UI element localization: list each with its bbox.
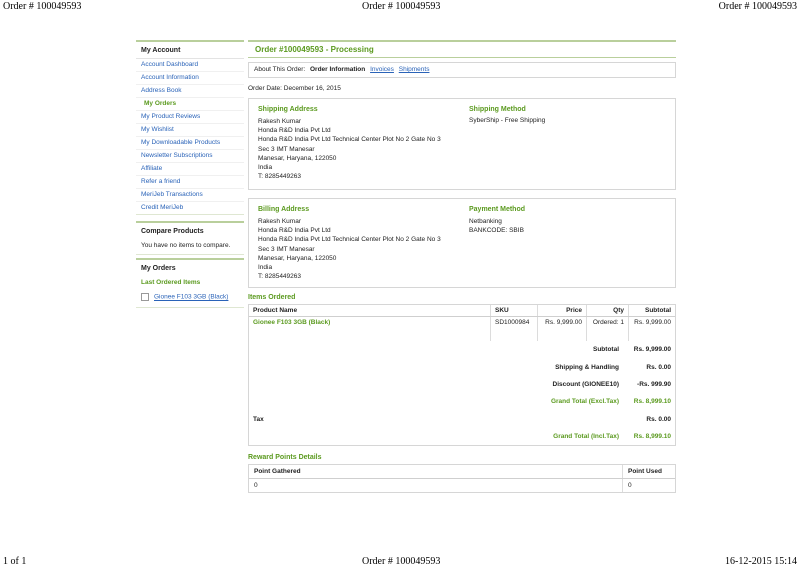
shipping-method: SyberShip - Free Shipping [469, 117, 546, 124]
last-ordered-item-link[interactable]: Gionee F103 3GB (Black) [154, 293, 229, 301]
payment-method: Netbanking [469, 218, 502, 225]
print-header-center: Order # 100049593 [362, 1, 441, 12]
item-sku: SD1000984 [491, 317, 538, 342]
items-table [249, 305, 675, 341]
print-header-right: Order # 100049593 [718, 1, 797, 12]
sidebar-item-product-reviews[interactable]: My Product Reviews [136, 111, 244, 124]
grand-total-excl-value: Rs. 8,999.10 [633, 398, 671, 406]
shipping-address-line: Manesar, Haryana, 122050 [258, 154, 337, 162]
subtotal-value: Rs. 9,999.00 [633, 346, 671, 354]
col-subtotal: Subtotal [629, 305, 676, 317]
item-qty: Ordered: 1 [587, 317, 629, 342]
point-gathered-value: 0 [254, 482, 258, 490]
print-header-left: Order # 100049593 [3, 1, 82, 12]
order-main [248, 40, 676, 493]
reward-table-wrap [248, 464, 676, 493]
totals-table [249, 341, 675, 445]
sidebar-item-newsletter[interactable]: Newsletter Subscriptions [136, 150, 244, 163]
my-account-block [136, 40, 244, 215]
totals-row [249, 428, 675, 445]
billing-address-line: Manesar, Haryana, 122050 [258, 254, 337, 262]
tax-label: Tax [253, 415, 264, 423]
billing-address-line: India [258, 264, 273, 272]
reward-points-title: Reward Points Details [248, 454, 322, 462]
grand-total-incl-value: Rs. 8,999.10 [633, 433, 671, 441]
point-used-value: 0 [623, 479, 676, 493]
subtotal-label: Subtotal [593, 346, 619, 354]
about-order-label: About This Order: [254, 66, 306, 73]
my-orders-block [136, 258, 244, 308]
discount-value: -Rs. 999.90 [637, 380, 671, 388]
billing-address-line: Rakesh Kumar [258, 218, 301, 225]
item-subtotal: Rs. 9,999.00 [629, 317, 676, 342]
order-date: Order Date: December 16, 2015 [248, 85, 341, 92]
items-ordered-title: Items Ordered [248, 294, 296, 301]
tax-value: Rs. 0.00 [646, 415, 671, 423]
totals-row [249, 358, 675, 375]
totals-row [249, 376, 675, 393]
col-point-used: Point Used [623, 465, 676, 479]
billing-address-line: Honda R&D India Pvt Ltd [258, 227, 331, 235]
item-price: Rs. 9,999.00 [538, 317, 587, 342]
col-price: Price [538, 305, 587, 317]
compare-products-block [136, 221, 244, 255]
shipping-address-line: Sec 3 IMT Manesar [258, 145, 315, 153]
col-sku: SKU [491, 305, 538, 317]
sidebar-item-wishlist[interactable]: My Wishlist [136, 124, 244, 137]
sidebar-item-address-book[interactable]: Address Book [136, 85, 244, 98]
sidebar-item-affiliate[interactable]: Affiliate [136, 163, 244, 176]
billing-address [258, 217, 458, 281]
sidebar-item-account-information[interactable]: Account Information [136, 72, 244, 85]
shipping-method-title: Shipping Method [469, 106, 526, 113]
billing-address-line: Sec 3 IMT Manesar [258, 245, 315, 253]
totals-row [249, 411, 675, 428]
reward-table [249, 465, 675, 492]
item-name: Gionee F103 3GB (Black) [253, 319, 331, 326]
table-row [249, 317, 675, 342]
sidebar [136, 40, 244, 308]
page-title: Order #100049593 - Processing [248, 40, 676, 58]
col-point-gathered: Point Gathered [249, 465, 623, 479]
print-footer-left: 1 of 1 [3, 556, 27, 567]
totals-row [249, 393, 675, 410]
col-qty: Qty [587, 305, 629, 317]
totals-row [249, 341, 675, 358]
tab-order-information: Order Information [310, 66, 366, 73]
grand-total-incl-label: Grand Total (Incl.Tax) [553, 433, 619, 441]
last-ordered-row [136, 289, 244, 307]
last-ordered-label: Last Ordered Items [141, 279, 201, 286]
print-footer-center: Order # 100049593 [362, 556, 441, 567]
last-ordered-checkbox[interactable] [141, 293, 149, 301]
items-table-wrap [248, 304, 676, 446]
payment-bankcode: BANKCODE: SBIB [469, 227, 524, 235]
shipping-address-line: Honda R&D India Pvt Ltd Technical Center Plot No 2 Gate No 3 [258, 136, 441, 144]
sidebar-item-credit-merijeb[interactable]: Credit MeriJeb [141, 204, 184, 212]
print-footer-right: 16-12-2015 15:14 [725, 556, 797, 567]
billing-address-line: T: 8285449263 [258, 273, 302, 281]
shipping-address-line: Honda R&D India Pvt Ltd [258, 127, 331, 135]
billing-box [248, 198, 676, 288]
shipping-address-line: India [258, 164, 273, 172]
my-account-title: My Account [136, 42, 244, 59]
tab-invoices[interactable]: Invoices [370, 66, 394, 73]
sidebar-item-refer-friend[interactable]: Refer a friend [136, 176, 244, 189]
shipping-box [248, 98, 676, 190]
table-row [249, 479, 675, 493]
col-product-name: Product Name [249, 305, 491, 317]
sidebar-item-downloadable-products[interactable]: My Downloadable Products [136, 137, 244, 150]
grand-total-excl-label: Grand Total (Excl.Tax) [550, 398, 619, 406]
sidebar-item-account-dashboard[interactable]: Account Dashboard [136, 59, 244, 72]
my-orders-title: My Orders [141, 265, 176, 272]
billing-address-title: Billing Address [258, 206, 310, 213]
compare-products-text: You have no items to compare. [141, 242, 231, 249]
shipping-value: Rs. 0.00 [646, 363, 671, 371]
shipping-address-line: T: 8285449263 [258, 173, 302, 181]
shipping-address-title: Shipping Address [258, 106, 318, 113]
tab-shipments[interactable]: Shipments [398, 66, 430, 73]
shipping-address-line: Rakesh Kumar [258, 118, 301, 125]
compare-products-title: Compare Products [141, 228, 204, 235]
shipping-label: Shipping & Handling [555, 363, 619, 371]
shipping-address [258, 117, 458, 181]
billing-address-line: Honda R&D India Pvt Ltd Technical Center Plot No 2 Gate No 3 [258, 236, 441, 244]
payment-method-title: Payment Method [469, 206, 526, 213]
sidebar-item-my-orders: My Orders [136, 98, 244, 111]
discount-label: Discount (GIONEE10) [552, 380, 619, 388]
sidebar-item-merijeb-transactions[interactable]: MeriJeb Transactions [136, 189, 244, 202]
order-tabs [248, 62, 676, 78]
